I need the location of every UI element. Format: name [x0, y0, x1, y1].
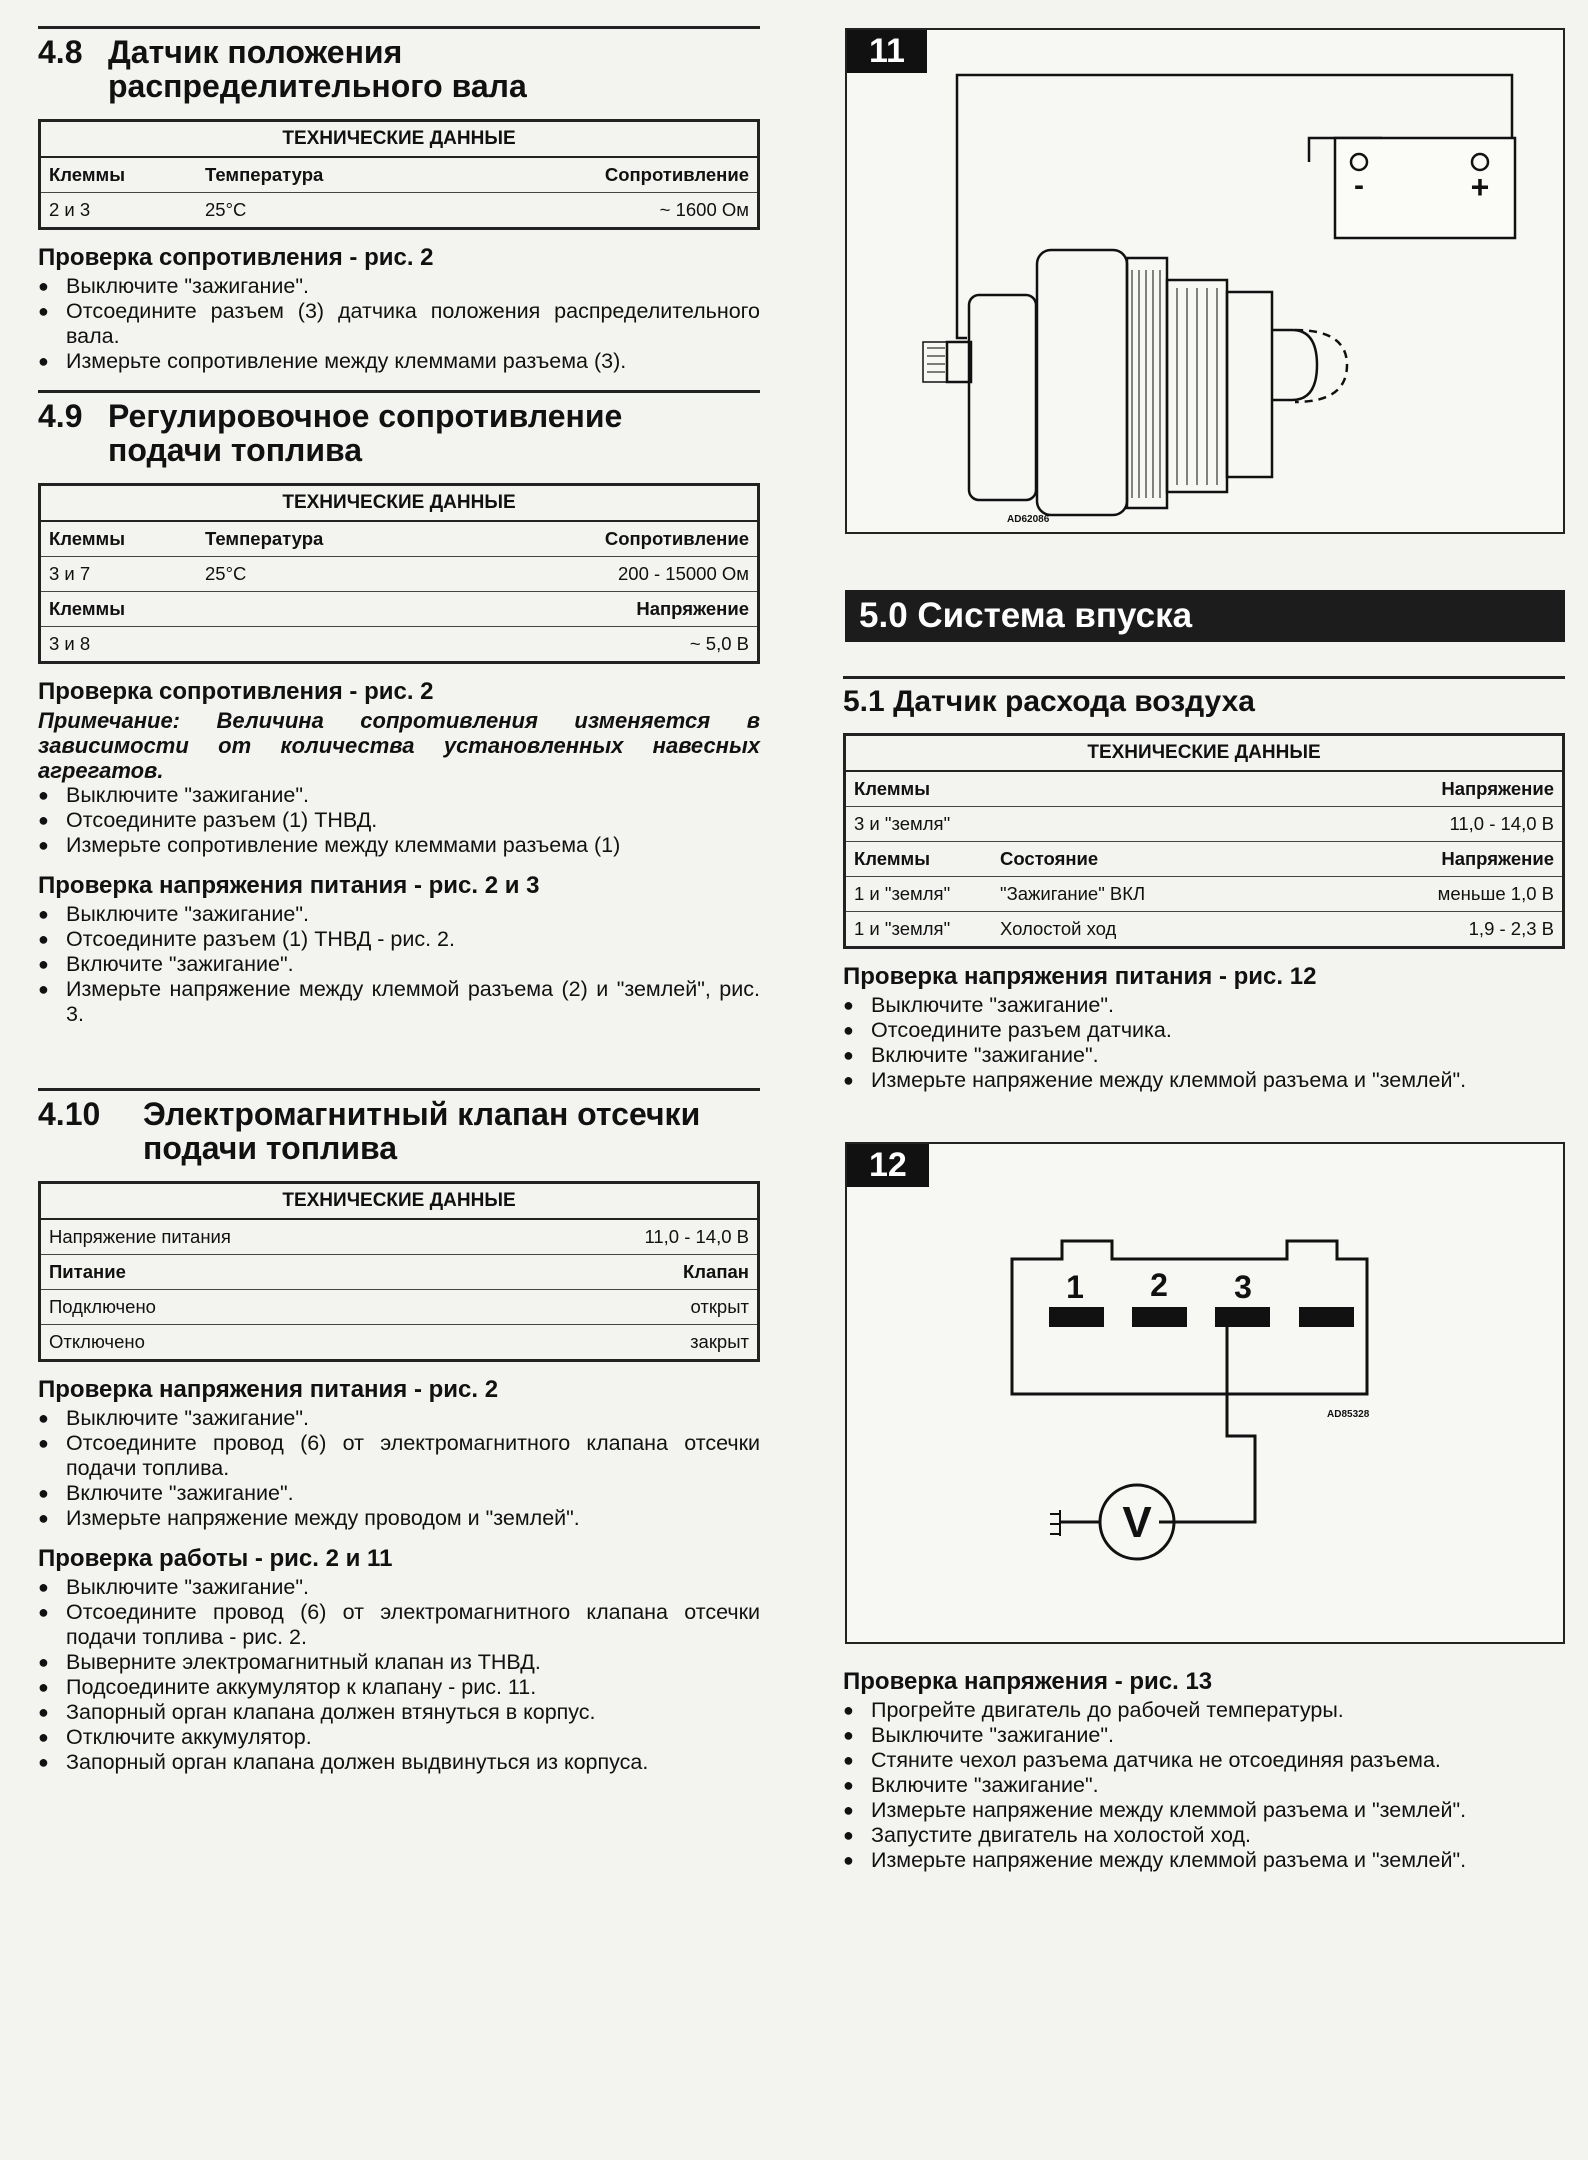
figure-number: 11: [847, 30, 927, 73]
cell: меньше 1,0 В: [1304, 877, 1563, 912]
cell: 3 и "земля": [845, 807, 993, 842]
list-item: ● Измерьте напряжение между клеммой разъема и "землей".: [843, 1848, 1565, 1873]
section-5-1: [843, 676, 1565, 1093]
section-number: 4.8: [38, 34, 83, 70]
battery-plus-label: +: [1470, 169, 1490, 205]
pin-label-3: 3: [1234, 1269, 1252, 1305]
col-terminals: Клеммы: [845, 771, 993, 807]
note-text: Примечание: Величина сопротивления изменяется в зависимости от количества установленных навесных агрегатов.: [38, 708, 760, 783]
list-item: ● Стяните чехол разъема датчика не отсоединяя разъема.: [843, 1748, 1565, 1773]
tech-data-table: [38, 1181, 760, 1362]
col-voltage: Напряжение: [452, 592, 759, 627]
section-title: [843, 679, 1565, 719]
cell: 2 и 3: [40, 193, 198, 229]
subheading: Проверка сопротивления - рис. 2: [38, 678, 434, 705]
cell: 3 и 8: [40, 627, 198, 663]
cell: 200 - 15000 Ом: [452, 557, 759, 592]
subheading: Проверка сопротивления - рис. 2: [38, 244, 434, 271]
cell: 1,9 - 2,3 В: [1304, 912, 1563, 948]
list-item: ● Измерьте напряжение между проводом и "землей".: [38, 1506, 760, 1531]
cell: Напряжение питания: [40, 1219, 486, 1255]
list-item: ● Запорный орган клапана должен выдвинуться из корпуса.: [38, 1750, 760, 1775]
col-resistance: Сопротивление: [452, 157, 759, 193]
list-item: ● Измерьте напряжение между клеммой разъема (2) и "землей", рис. 3.: [38, 977, 760, 1027]
list-item: ● Включите "зажигание".: [38, 1481, 760, 1506]
section-title: [38, 29, 760, 103]
title-line-2: подачи топлива: [108, 432, 363, 468]
title-line-1: Датчик расхода воздуха: [893, 685, 1255, 718]
subheading: Проверка напряжения питания - рис. 12: [843, 963, 1317, 990]
subheading: Проверка напряжения питания - рис. 2 и 3: [38, 872, 540, 899]
col-terminals: Клеммы: [40, 592, 198, 627]
list-item: ● Запорный орган клапана должен втянуться в корпус.: [38, 1700, 760, 1725]
list-item: ● Отсоедините провод (6) от электромагнитного клапана отсечки подачи топлива - рис. 2.: [38, 1600, 760, 1650]
list-item: ● Отсоедините разъем (3) датчика положения распределительного вала.: [38, 299, 760, 349]
subheading: Проверка работы - рис. 2 и 11: [38, 1545, 393, 1572]
list-item: ● Выключите "зажигание".: [38, 1406, 760, 1431]
list-item: ● Отсоедините разъем датчика.: [843, 1018, 1565, 1043]
col-valve: Клапан: [485, 1255, 758, 1290]
cell: Отключено: [40, 1325, 486, 1361]
section-title: [38, 393, 760, 467]
list-item: ● Выключите "зажигание".: [38, 274, 760, 299]
col-resistance: Сопротивление: [452, 521, 759, 557]
list-item: ● Выключите "зажигание".: [38, 783, 760, 808]
section-number: 4.9: [38, 398, 83, 434]
instruction-list: [843, 993, 1565, 1093]
table-header: ТЕХНИЧЕСКИЕ ДАННЫЕ: [845, 735, 1564, 772]
list-item: ● Включите "зажигание".: [38, 952, 760, 977]
list-item: ● Выключите "зажигание".: [843, 993, 1565, 1018]
list-item: ● Подсоедините аккумулятор к клапану - рис. 11.: [38, 1675, 760, 1700]
instruction-list: [38, 274, 760, 374]
cell: 25°C: [197, 193, 452, 229]
voltage-check-block: [843, 1668, 1565, 1873]
battery-minus-label: -: [1354, 169, 1364, 202]
list-item: ● Включите "зажигание".: [843, 1043, 1565, 1068]
cell: ~ 1600 Ом: [452, 193, 759, 229]
list-item: ● Выверните электромагнитный клапан из ТНВД.: [38, 1650, 760, 1675]
figure-number: 12: [847, 1144, 929, 1187]
title-line-1: Регулировочное сопротивление: [108, 398, 623, 434]
instruction-list: [38, 1406, 760, 1531]
connector-diagram: [847, 1144, 1563, 1642]
instruction-list: [38, 783, 760, 858]
cell: ~ 5,0 В: [452, 627, 759, 663]
list-item: ● Измерьте сопротивление между клеммами разъема (1): [38, 833, 760, 858]
title-line-2: распределительного вала: [108, 68, 527, 104]
list-item: ● Запустите двигатель на холостой ход.: [843, 1823, 1565, 1848]
list-item: ● Отключите аккумулятор.: [38, 1725, 760, 1750]
cell: Подключено: [40, 1290, 486, 1325]
list-item: ● Измерьте напряжение между клеммой разъема и "землей".: [843, 1798, 1565, 1823]
cell: закрыт: [485, 1325, 758, 1361]
section-number: 4.10: [38, 1096, 101, 1132]
subheading: Проверка напряжения питания - рис. 2: [38, 1376, 499, 1403]
col-terminals: Клеммы: [845, 842, 993, 877]
list-item: ● Отсоедините разъем (1) ТНВД - рис. 2.: [38, 927, 760, 952]
cell: 1 и "земля": [845, 877, 993, 912]
solenoid-valve-diagram: [847, 30, 1563, 532]
col-state: Состояние: [992, 842, 1304, 877]
figure-12: [845, 1142, 1565, 1644]
instruction-list: [38, 1575, 760, 1775]
cell: 25°C: [197, 557, 452, 592]
col-terminals: Клеммы: [40, 521, 198, 557]
table-header: ТЕХНИЧЕСКИЕ ДАННЫЕ: [40, 485, 759, 522]
cell: 3 и 7: [40, 557, 198, 592]
col-temperature: Температура: [197, 521, 452, 557]
title-line-1: Датчик положения: [108, 34, 403, 70]
figure-code: AD62086: [1007, 514, 1050, 525]
list-item: ● Выключите "зажигание".: [843, 1723, 1565, 1748]
title-line-2: подачи топлива: [143, 1130, 398, 1166]
col-supply: Питание: [40, 1255, 486, 1290]
figure-code: AD85328: [1327, 1409, 1370, 1420]
section-title: [38, 1091, 760, 1165]
cell: Холостой ход: [992, 912, 1304, 948]
list-item: ● Отсоедините провод (6) от электромагнитного клапана отсечки подачи топлива.: [38, 1431, 760, 1481]
list-item: ● Измерьте сопротивление между клеммами разъема (3).: [38, 349, 760, 374]
instruction-list: [38, 902, 760, 1027]
section-4-9: [38, 390, 760, 1027]
pin-label-2: 2: [1150, 1267, 1168, 1303]
pin-label-1: 1: [1066, 1269, 1084, 1305]
right-column: [843, 0, 1565, 2160]
col-voltage: Напряжение: [1304, 771, 1563, 807]
table-header: ТЕХНИЧЕСКИЕ ДАННЫЕ: [40, 121, 759, 158]
subheading: Проверка напряжения - рис. 13: [843, 1668, 1213, 1695]
list-item: ● Отсоедините разъем (1) ТНВД.: [38, 808, 760, 833]
figure-11: [845, 28, 1565, 534]
section-4-10: [38, 1088, 760, 1775]
list-item: ● Измерьте напряжение между клеммой разъема и "землей".: [843, 1068, 1565, 1093]
tech-data-table: [38, 483, 760, 664]
cell: открыт: [485, 1290, 758, 1325]
voltmeter-label: V: [1122, 1498, 1152, 1547]
list-item: ● Включите "зажигание".: [843, 1773, 1565, 1798]
chapter-banner: 5.0 Система впуска: [845, 590, 1565, 642]
cell: 1 и "земля": [845, 912, 993, 948]
tech-data-table: [38, 119, 760, 230]
list-item: ● Прогрейте двигатель до рабочей температуры.: [843, 1698, 1565, 1723]
title-line-1: Электромагнитный клапан отсечки: [143, 1096, 701, 1132]
tech-data-table: [843, 733, 1565, 949]
cell: 11,0 - 14,0 В: [485, 1219, 758, 1255]
col-voltage: Напряжение: [1304, 842, 1563, 877]
section-4-8: [38, 26, 760, 374]
instruction-list: [843, 1698, 1565, 1873]
col-temperature: Температура: [197, 157, 452, 193]
col-terminals: Клеммы: [40, 157, 198, 193]
cell: "Зажигание" ВКЛ: [992, 877, 1304, 912]
table-header: ТЕХНИЧЕСКИЕ ДАННЫЕ: [40, 1183, 759, 1220]
section-number: 5.1: [843, 685, 885, 718]
list-item: ● Выключите "зажигание".: [38, 1575, 760, 1600]
list-item: ● Выключите "зажигание".: [38, 902, 760, 927]
cell: 11,0 - 14,0 В: [1304, 807, 1563, 842]
